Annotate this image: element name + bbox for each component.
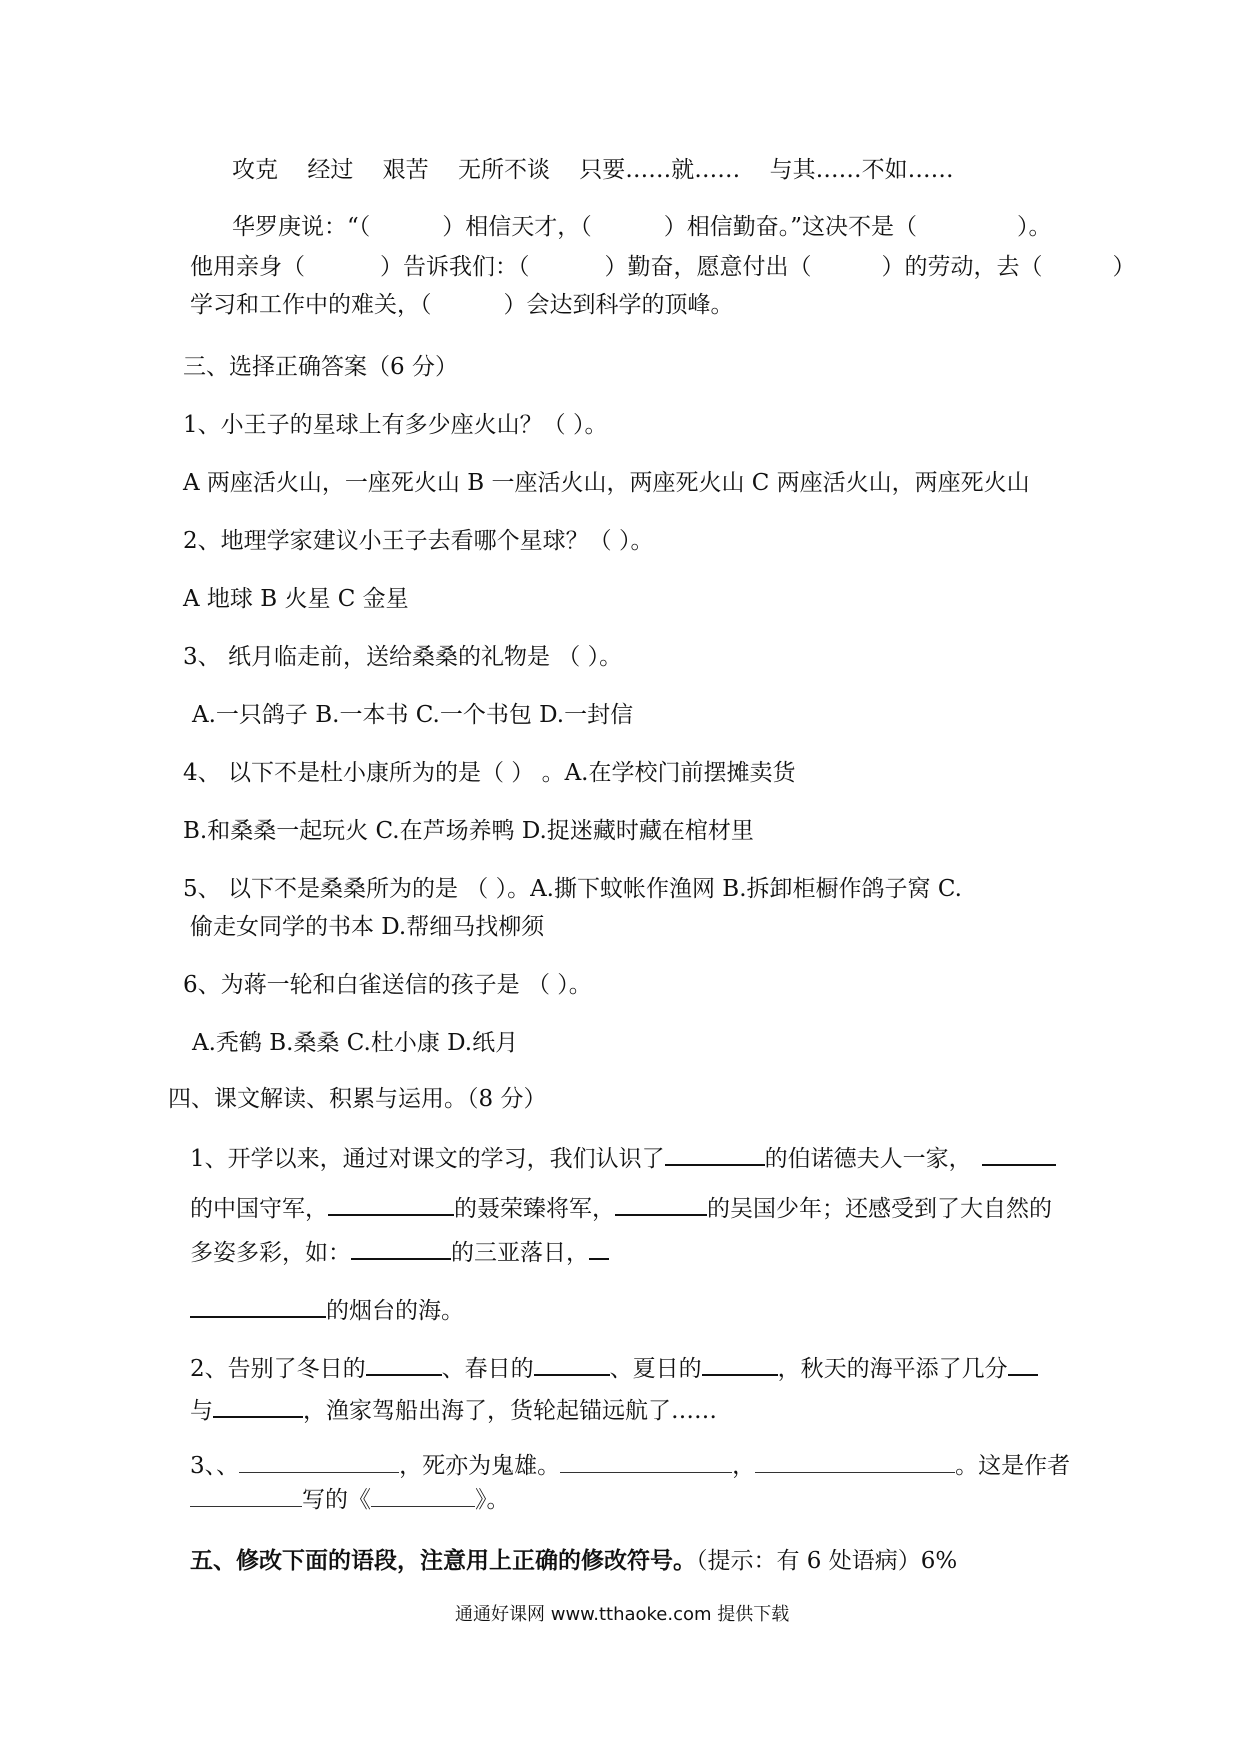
- text-segment: 华罗庚说：“（: [232, 214, 371, 240]
- text-segment: 写的《: [302, 1487, 371, 1513]
- fill-blank[interactable]: [560, 1450, 732, 1473]
- text-segment: 学习和工作中的难关，（: [190, 292, 432, 318]
- text-segment: 1、开学以来，通过对课文的学习，我们认识了: [190, 1146, 665, 1172]
- text-segment: ，: [732, 1453, 756, 1479]
- word-bank-item: 与其……不如……: [769, 157, 954, 183]
- fill-blank[interactable]: [190, 1294, 326, 1318]
- question-4-options: B.和桑桑一起玩火 C.在芦场养鸭 D.捉迷藏时藏在棺材里: [183, 818, 754, 844]
- text-segment: 》。: [475, 1487, 510, 1513]
- text-segment: ）会达到科学的顶峰。: [503, 292, 734, 318]
- text-segment: 、春日的: [441, 1356, 534, 1382]
- text-segment: ）的劳动，去（: [881, 254, 1043, 280]
- text-segment: ）相信勤奋。”这决不是（: [663, 214, 918, 240]
- fill-blank[interactable]: [982, 1142, 1056, 1166]
- fill-blank[interactable]: [351, 1236, 451, 1260]
- section4-p2-line2: [190, 1394, 717, 1426]
- word-bank-item: 经过: [307, 157, 354, 183]
- question-5: 5、 以下不是桑桑所为的是 （ ）。A.撕下蚊帐作渔网 B.拆卸柜橱作鸽子窝 C.: [183, 876, 962, 902]
- text-segment: ，死亦为鬼雄。: [399, 1453, 561, 1479]
- text-segment: ）勤奋，愿意付出（: [604, 254, 812, 280]
- section5: [190, 1546, 957, 1576]
- fill-blank[interactable]: [371, 1484, 475, 1507]
- question-6-options: A.秃鹤 B.桑桑 C.杜小康 D.纸月: [192, 1030, 519, 1056]
- question-3: 3、 纸月临走前，送给桑桑的礼物是 （ ）。: [183, 644, 623, 670]
- fill-blank[interactable]: [328, 1192, 454, 1216]
- fill-blank[interactable]: [589, 1236, 609, 1260]
- text-segment: 2、告别了冬日的: [190, 1356, 366, 1382]
- fill-blank[interactable]: [1008, 1352, 1038, 1376]
- fill-blank[interactable]: [534, 1352, 610, 1376]
- question-2: 2、地理学家建议小王子去看哪个星球？（ ）。: [183, 528, 654, 554]
- text-segment: 的烟台的海。: [326, 1298, 464, 1324]
- text-segment: 与: [190, 1398, 213, 1424]
- fill-blank[interactable]: [190, 1484, 302, 1507]
- text-segment: ）: [1112, 254, 1136, 280]
- section4-p3-line1: [190, 1450, 1070, 1481]
- section3-heading: 三、选择正确答案（6 分）: [183, 354, 458, 380]
- section4-heading: 四、课文解读、积累与运用。（8 分）: [168, 1086, 547, 1112]
- question-6: 6、为蒋一轮和白雀送信的孩子是 （ ）。: [183, 972, 592, 998]
- word-bank-item: 只要……就……: [579, 157, 741, 183]
- fill-blank[interactable]: [213, 1394, 303, 1418]
- section4-p3-line2: [190, 1484, 510, 1515]
- text-segment: 的聂荣臻将军，: [454, 1196, 615, 1222]
- word-bank-item: 艰苦: [382, 157, 429, 183]
- text-segment: 的吴国少年；还感受到了大自然的: [707, 1196, 1052, 1222]
- fill-blank[interactable]: [239, 1450, 399, 1473]
- text-segment: 多姿多彩，如：: [190, 1240, 351, 1266]
- footer-text: 通通好课网 www.tthaoke.com 提供下载: [455, 1604, 790, 1625]
- section4-p1-line3: [190, 1236, 609, 1268]
- text-segment: 、夏日的: [609, 1356, 702, 1382]
- text-segment: 他用亲身（: [190, 254, 305, 280]
- fill-blank[interactable]: [665, 1142, 765, 1166]
- section4-p2-line1: [190, 1352, 1038, 1384]
- hua-paragraph-line3: [190, 290, 734, 320]
- question-1: 1、小王子的星球上有多少座火山？（ ）。: [183, 412, 608, 438]
- hua-paragraph-line1: [232, 212, 1052, 242]
- text-segment: 的中国守军，: [190, 1196, 328, 1222]
- text-segment: 的三亚落日，: [451, 1240, 589, 1266]
- question-3-options: A.一只鸽子 B.一本书 C.一个书包 D.一封信: [192, 702, 634, 728]
- text-segment: ，渔家驾船出海了，货轮起锚远航了……: [303, 1398, 717, 1424]
- section5-heading: 五、修改下面的语段，注意用上正确的修改符号。: [190, 1547, 696, 1574]
- fill-blank[interactable]: [702, 1352, 778, 1376]
- fill-blank[interactable]: [366, 1352, 442, 1376]
- question-4: 4、 以下不是杜小康所为的是（ ） 。A.在学校门前摆摊卖货: [183, 760, 796, 786]
- question-5-continued: 偷走女同学的书本 D.帮细马找柳须: [190, 914, 545, 940]
- section4-p1-line2: [190, 1192, 1052, 1224]
- word-bank-item: 无所不谈: [457, 157, 550, 183]
- text-segment: 3、、: [190, 1453, 240, 1479]
- text-segment: 的伯诺德夫人一家，: [764, 1146, 972, 1172]
- section4-p1-line1: [190, 1142, 1056, 1174]
- text-segment: ）。: [1017, 214, 1052, 240]
- text-segment: ）相信天才，（: [442, 214, 592, 240]
- fill-blank[interactable]: [615, 1192, 707, 1216]
- text-segment: ，秋天的海平添了几分: [777, 1356, 1008, 1382]
- fill-blank[interactable]: [755, 1450, 955, 1473]
- text-segment: 。这是作者: [955, 1453, 1071, 1479]
- word-bank: [232, 155, 954, 185]
- text-segment: ）告诉我们：（: [380, 254, 530, 280]
- hua-paragraph-line2: [190, 252, 1136, 282]
- question-2-options: A 地球 B 火星 C 金星: [183, 586, 409, 612]
- question-1-options: A 两座活火山，一座死火山 B 一座活火山，两座死火山 C 两座活火山，两座死火山: [183, 470, 1030, 496]
- word-bank-item: 攻克: [232, 157, 278, 183]
- section5-hint: （提示：有 6 处语病）6%: [696, 1548, 958, 1574]
- section4-p1-line4: [190, 1294, 464, 1326]
